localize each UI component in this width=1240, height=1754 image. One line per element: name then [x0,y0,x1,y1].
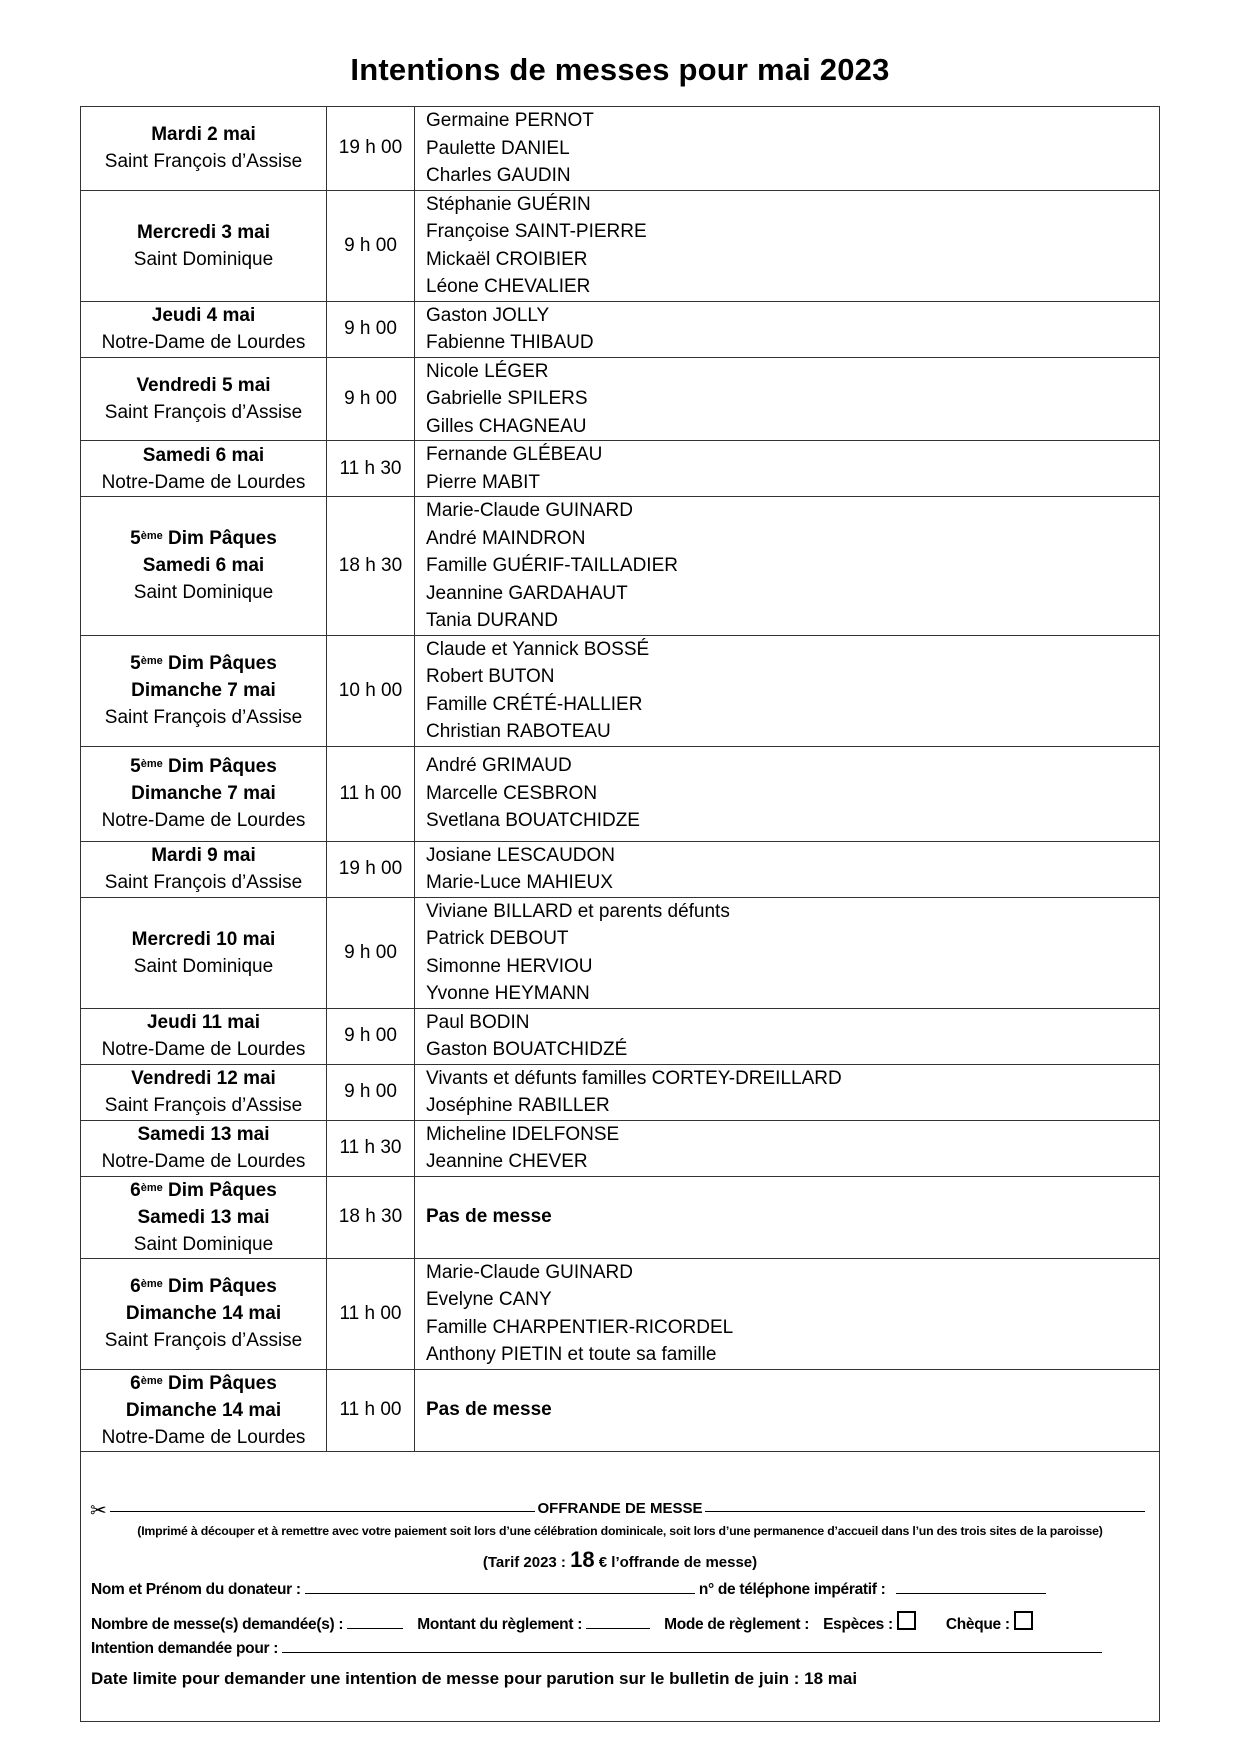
mass-row [81,357,1160,441]
intention-name: Charles GAUDIN [426,165,571,186]
mass-day-cell [81,357,327,441]
mass-count-field[interactable] [347,1614,403,1629]
sunday-label [81,1177,326,1204]
mass-time: 9 h 00 [327,301,415,357]
mass-row [81,497,1160,636]
mass-intentions-cell [415,746,1160,841]
tarif-price: 18 [570,1547,595,1572]
mass-day-cell [81,1176,327,1258]
mass-date: Vendredi 5 mai [136,374,271,396]
mass-day-cell [81,190,327,301]
mass-date: Samedi 13 mai [137,1206,270,1228]
intention-name: Pierre MABIT [426,471,541,493]
mass-church: Saint François d’Assise [104,1330,303,1351]
deadline-note: Date limite pour demander une intention de messe pour parution sur le bulletin de juin : 18 mai [91,1669,858,1688]
sunday-text: Dim Pâques [162,528,277,550]
intention-name: Robert BUTON [426,666,555,687]
page-title: Intentions de messes pour mai 2023 [350,52,890,87]
tarif-suffix: € l’offrande de messe) [594,1554,758,1571]
mass-row [81,107,1160,191]
intention-name: Jeannine GARDAHAUT [426,582,628,604]
sunday-number: 6 [130,1372,141,1394]
mass-intentions-cell [415,357,1160,441]
mass-time: 9 h 00 [327,190,415,301]
intention-name: Léone CHEVALIER [426,276,591,297]
mass-intentions-cell [415,1120,1160,1176]
coupon-note: (Imprimé à découper et à remettre avec votre paiement soit lors d’une célébration dominicale, soit lors d’une permanence d’accueil dans l’un des trois sites de la paroisse) [137,1524,1103,1538]
mass-date: Mercredi 3 mai [136,221,271,243]
mass-church: Saint François d’Assise [104,151,303,173]
mode-label: Mode de règlement : [664,1616,810,1633]
mass-time: 18 h 30 [327,497,415,636]
intention-name: André MAINDRON [426,527,586,549]
mass-day-cell [81,1369,327,1451]
mass-day-cell [81,1120,327,1176]
mass-church: Saint François d’Assise [104,1095,303,1116]
mass-intentions-cell [415,497,1160,636]
mass-church: Saint Dominique [133,1233,274,1255]
mass-row [81,1064,1160,1120]
mass-day-cell [81,441,327,497]
mass-time: 9 h 00 [327,1064,415,1120]
intention-name: Stéphanie GUÉRIN [426,193,591,215]
mass-church: Saint Dominique [133,248,274,270]
mass-day-cell [81,1064,327,1120]
donor-label: Nom et Prénom du donateur : [91,1581,301,1598]
mass-intentions-cell [415,841,1160,897]
tarif-line [80,1547,1160,1573]
intention-name: Fernande GLÉBEAU [426,444,603,465]
mass-church: Saint François d’Assise [104,707,303,728]
mass-row [81,1120,1160,1176]
intention-name: André GRIMAUD [426,755,572,777]
mass-intentions-cell [415,1008,1160,1064]
mass-date: Mardi 2 mai [151,124,256,146]
mass-intentions-cell [415,897,1160,1008]
mass-date: Dimanche 14 mai [125,1399,282,1421]
mass-time: 9 h 00 [327,1008,415,1064]
mass-church: Notre-Dame de Lourdes [101,1151,306,1172]
intention-name: Germaine PERNOT [426,110,594,131]
sunday-text: Dim Pâques [162,1276,277,1297]
mass-day-cell [81,897,327,1008]
ordinal-suffix: ème [140,530,163,543]
intention-name: Gaston JOLLY [426,304,550,326]
intention-name: Famille CHARPENTIER-RICORDEL [426,1316,734,1338]
donor-row [91,1579,1046,1599]
intention-name: Nicole LÉGER [426,360,549,382]
intention-row [91,1638,1102,1658]
mass-date: Dimanche 7 mai [131,680,276,701]
sunday-text: Dim Pâques [162,756,277,777]
mass-time: 10 h 00 [327,635,415,746]
mass-day-cell [81,746,327,841]
mass-date: Vendredi 12 mai [131,1068,276,1089]
intention-name: Mickaël CROIBIER [426,248,588,270]
mass-date: Jeudi 4 mai [151,305,256,326]
mass-church: Saint Dominique [133,582,274,604]
mass-date: Samedi 6 mai [142,444,265,466]
intention-name: Gaston BOUATCHIDZÉ [426,1039,628,1060]
intention-name: Tania DURAND [426,610,558,631]
mass-date: Mardi 9 mai [151,845,256,866]
mass-row [81,897,1160,1008]
mass-church: Saint François d’Assise [104,872,303,893]
mass-church: Notre-Dame de Lourdes [101,1039,306,1060]
mass-date: Jeudi 11 mai [146,1012,260,1033]
intention-label: Intention demandée pour : [91,1640,279,1657]
check-label: Chèque : [945,1616,1010,1633]
intention-name: Vivants et défunts familles CORTEY-DREILLARD [426,1067,842,1089]
ordinal-suffix: ème [140,1181,163,1194]
mass-row [81,1258,1160,1369]
sunday-text: Dim Pâques [162,1372,277,1394]
intention-name: Pas de messe [426,1206,552,1228]
mass-church: Saint François d’Assise [104,401,303,423]
mass-day-cell [81,841,327,897]
mass-row [81,1176,1160,1258]
mass-row [81,301,1160,357]
sunday-label [81,650,326,677]
mass-church: Notre-Dame de Lourdes [101,1426,306,1448]
mass-intentions-table [80,106,1160,1452]
ordinal-suffix: ème [140,758,163,770]
cash-checkbox[interactable] [897,1611,916,1630]
mass-time: 19 h 00 [327,841,415,897]
mass-day-cell [81,301,327,357]
intention-name: Simonne HERVIOU [426,955,593,977]
mass-row [81,1369,1160,1451]
intention-name: Françoise SAINT-PIERRE [426,221,647,242]
intention-name: Marie-Claude GUINARD [426,500,633,521]
sunday-number: 6 [130,1276,141,1297]
intention-name: Gabrielle SPILERS [426,388,588,409]
mass-time: 11 h 00 [327,746,415,841]
mass-intentions-cell [415,1258,1160,1369]
ordinal-suffix: ème [140,1278,163,1290]
mass-row [81,441,1160,497]
intention-name: Paul BODIN [426,1011,530,1033]
mass-intentions-cell [415,1369,1160,1451]
mass-intentions-cell [415,301,1160,357]
mass-row [81,635,1160,746]
mass-intentions-cell [415,441,1160,497]
intention-name: Marie-Claude GUINARD [426,1261,633,1283]
mass-time: 11 h 00 [327,1369,415,1451]
mass-church: Notre-Dame de Lourdes [101,810,306,831]
intention-name: Joséphine RABILLER [426,1095,610,1116]
intention-name: Famille CRÉTÉ-HALLIER [426,693,643,715]
intention-name: Yvonne HEYMANN [426,983,590,1004]
payment-row [91,1611,1033,1634]
ordinal-suffix: ème [140,1374,163,1387]
mass-time: 19 h 00 [327,107,415,191]
mass-row [81,841,1160,897]
intention-name: Josiane LESCAUDON [426,844,616,866]
mass-date: Samedi 6 mai [142,555,265,577]
intention-name: Claude et Yannick BOSSÉ [426,638,650,660]
intention-name: Svetlana BOUATCHIDZE [426,810,640,832]
mass-church: Saint Dominique [133,955,274,977]
intention-name: Marie-Luce MAHIEUX [426,872,613,893]
mass-intentions-cell [415,635,1160,746]
mass-row [81,746,1160,841]
cash-label: Espèces : [823,1616,893,1633]
count-label: Nombre de messe(s) demandée(s) : [91,1616,344,1633]
intention-name: Christian RABOTEAU [426,721,611,742]
sunday-text: Dim Pâques [162,1179,277,1201]
mass-intentions-cell [415,1064,1160,1120]
scissors-icon: ✂ [90,1498,110,1523]
sunday-label [81,525,326,552]
mass-church: Notre-Dame de Lourdes [101,471,306,493]
intention-name: Gilles CHAGNEAU [426,415,587,437]
sunday-label [81,1273,326,1300]
mass-time: 18 h 30 [327,1176,415,1258]
mass-row [81,190,1160,301]
intention-name: Micheline IDELFONSE [426,1123,620,1145]
sunday-text: Dim Pâques [162,653,277,674]
coupon-title: OFFRANDE DE MESSE [537,1500,703,1517]
sunday-number: 5 [130,528,141,550]
intention-name: Famille GUÉRIF-TAILLADIER [426,555,678,576]
sunday-label [81,1370,326,1397]
intention-name: Paulette DANIEL [426,137,570,159]
mass-row [81,1008,1160,1064]
mass-church: Notre-Dame de Lourdes [101,332,306,353]
amount-label: Montant du règlement : [417,1616,583,1633]
mass-date: Dimanche 7 mai [131,783,276,804]
intention-name: Viviane BILLARD et parents défunts [426,900,730,922]
mass-day-cell [81,1258,327,1369]
mass-date: Mercredi 10 mai [131,928,276,950]
sunday-number: 6 [130,1179,141,1201]
mass-time: 9 h 00 [327,897,415,1008]
intention-name: Evelyne CANY [426,1289,552,1310]
mass-day-cell [81,107,327,191]
mass-time: 11 h 00 [327,1258,415,1369]
sunday-number: 5 [130,756,141,777]
ordinal-suffix: ème [140,655,163,667]
sunday-label [81,753,326,780]
donor-name-field[interactable] [305,1579,695,1594]
mass-day-cell [81,1008,327,1064]
mass-time: 11 h 30 [327,1120,415,1176]
mass-time: 9 h 00 [327,357,415,441]
phone-label: n° de téléphone impératif : [698,1581,886,1598]
mass-date: Dimanche 14 mai [125,1303,282,1324]
check-checkbox[interactable] [1014,1611,1033,1630]
mass-intentions-cell [415,1176,1160,1258]
phone-field[interactable] [896,1579,1046,1594]
intention-name: Marcelle CESBRON [426,782,598,804]
intention-name: Anthony PIETIN et toute sa famille [426,1344,717,1365]
mass-time: 11 h 30 [327,441,415,497]
mass-intentions-cell [415,107,1160,191]
mass-day-cell [81,497,327,636]
mass-date: Samedi 13 mai [137,1124,270,1145]
intention-name: Patrick DEBOUT [426,928,569,949]
intention-field[interactable] [282,1638,1102,1653]
tarif-prefix: (Tarif 2023 : [482,1554,571,1571]
mass-day-cell [81,635,327,746]
sunday-number: 5 [130,653,141,674]
intention-name: Jeannine CHEVER [426,1151,588,1172]
intention-name: Fabienne THIBAUD [426,332,594,353]
mass-intentions-cell [415,190,1160,301]
amount-field[interactable] [586,1614,650,1629]
intention-name: Pas de messe [426,1399,552,1421]
